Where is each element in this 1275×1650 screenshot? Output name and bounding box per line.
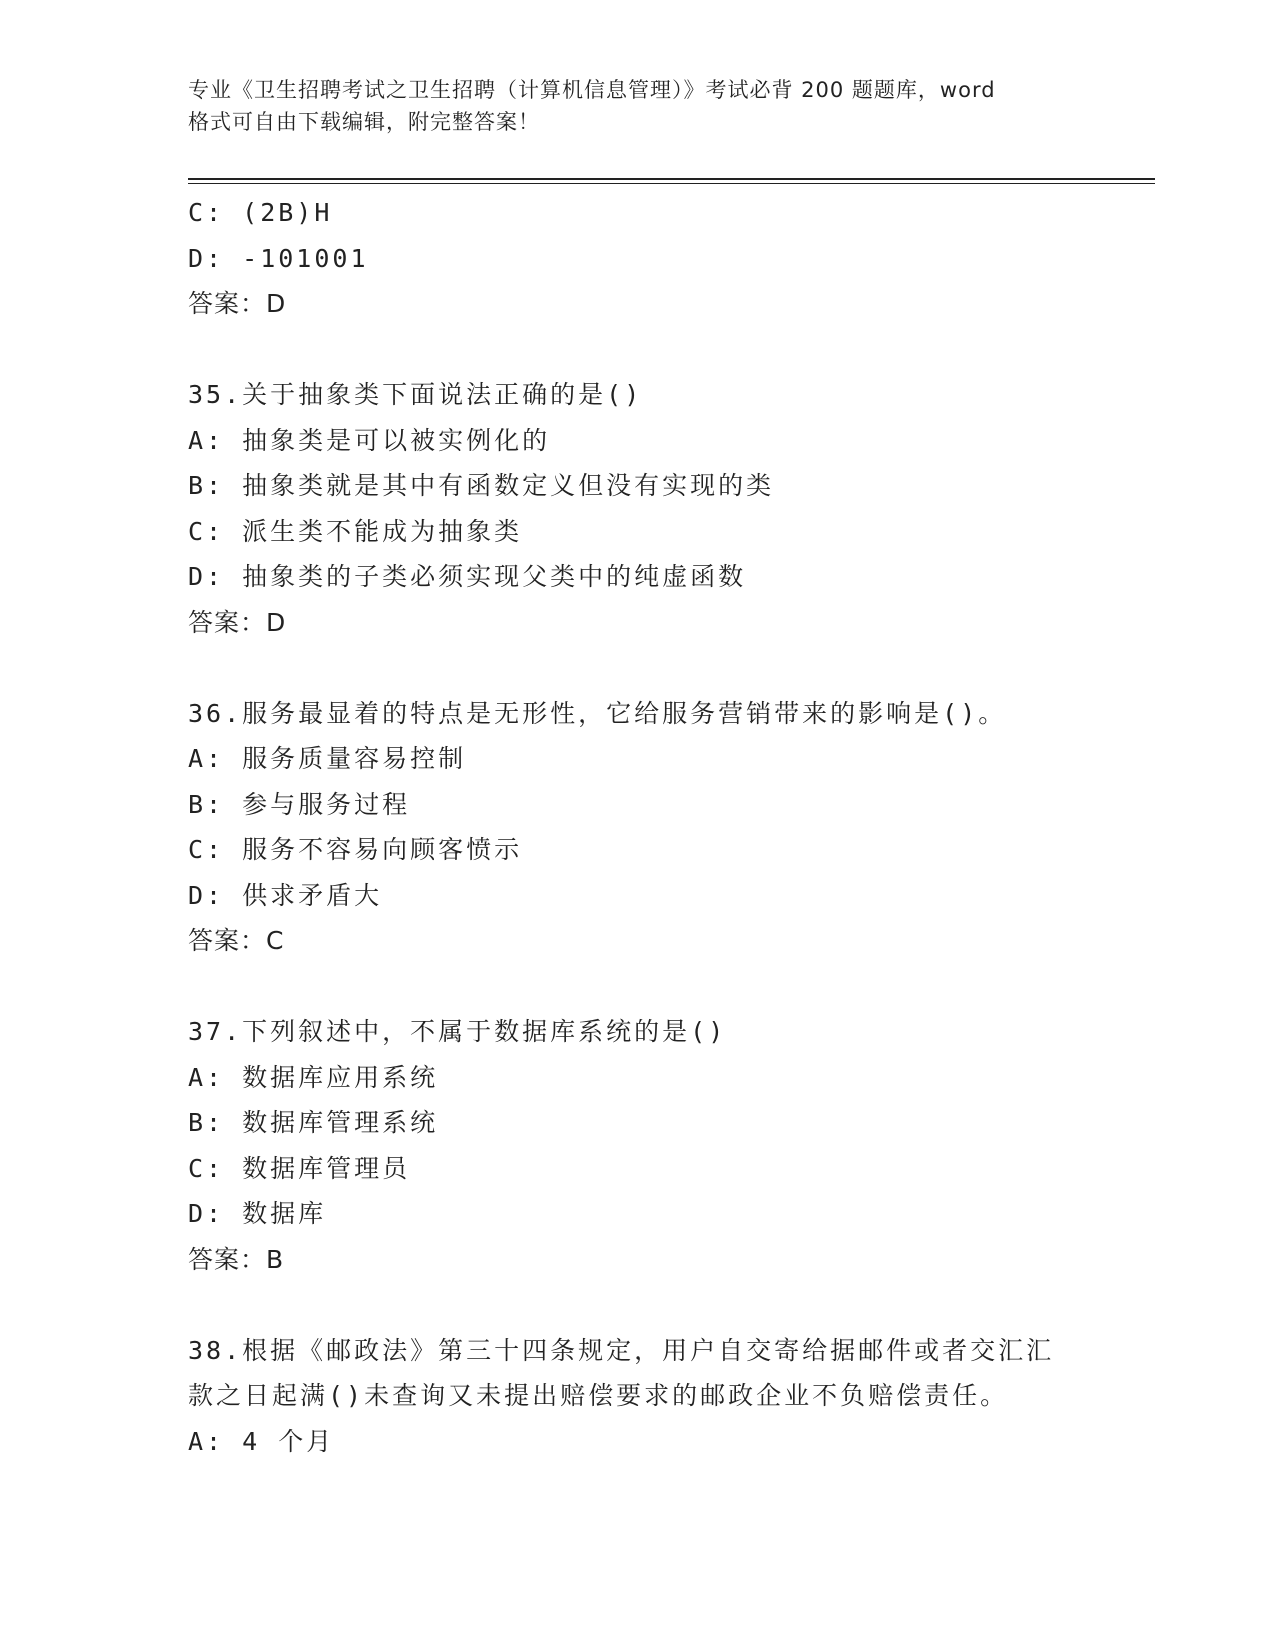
header-title-line-1: 专业《卫生招聘考试之卫生招聘（计算机信息管理）》考试必背 200 题题库，word [188, 78, 996, 102]
spacer [188, 964, 1088, 1010]
option-a: A: 抽象类是可以被实例化的 [188, 425, 551, 455]
option-a: A: 服务质量容易控制 [188, 744, 467, 773]
spacer [188, 645, 1088, 691]
option-d: D: 抽象类的子类必须实现父类中的纯虚函数 [188, 562, 747, 591]
question-block-34 [188, 190, 1088, 327]
question-block-35 [188, 372, 1088, 645]
option-b: B: 抽象类就是其中有函数定义但没有实现的类 [188, 471, 775, 500]
answer-line: 答案：C [188, 926, 285, 955]
document-header [188, 74, 1088, 138]
option-c: C: (2B)H [188, 198, 333, 227]
question-block-36 [188, 691, 1088, 964]
question-list [188, 190, 1088, 1464]
question-block-38 [188, 1328, 1088, 1465]
answer-line: 答案：D [188, 607, 287, 637]
answer-line: 答案：D [188, 289, 287, 318]
option-c: C: 数据库管理员 [188, 1153, 411, 1183]
header-divider-thick [188, 178, 1155, 180]
header-title-line-2: 格式可自由下载编辑，附完整答案！ [188, 110, 540, 134]
answer-line: 答案：B [188, 1244, 285, 1274]
option-d: D: -101001 [188, 243, 369, 273]
question-stem-line-1: 38.根据《邮政法》第三十四条规定，用户自交寄给据邮件或者交汇汇 [188, 1335, 1055, 1365]
option-d: D: 数据库 [188, 1199, 327, 1228]
header-divider-thin [188, 183, 1155, 184]
question-stem: 35.关于抽象类下面说法正确的是() [188, 380, 643, 409]
option-b: B: 数据库管理系统 [188, 1108, 439, 1137]
question-stem-line-2: 款之日起满()未查询又未提出赔偿要求的邮政企业不负赔偿责任。 [188, 1381, 1009, 1410]
spacer [188, 1282, 1088, 1328]
question-block-37 [188, 1009, 1088, 1282]
question-stem: 36.服务最显着的特点是无形性，它给服务营销带来的影响是()。 [188, 698, 1007, 728]
option-b: B: 参与服务过程 [188, 789, 411, 819]
option-c: C: 服务不容易向顾客愤示 [188, 835, 523, 864]
option-a: A: 数据库应用系统 [188, 1062, 439, 1092]
option-a: A: 4 个月 [188, 1426, 335, 1456]
question-stem: 37.下列叙述中，不属于数据库系统的是() [188, 1017, 727, 1046]
option-d: D: 供求矛盾大 [188, 880, 383, 910]
spacer [188, 327, 1088, 373]
option-c: C: 派生类不能成为抽象类 [188, 516, 523, 546]
